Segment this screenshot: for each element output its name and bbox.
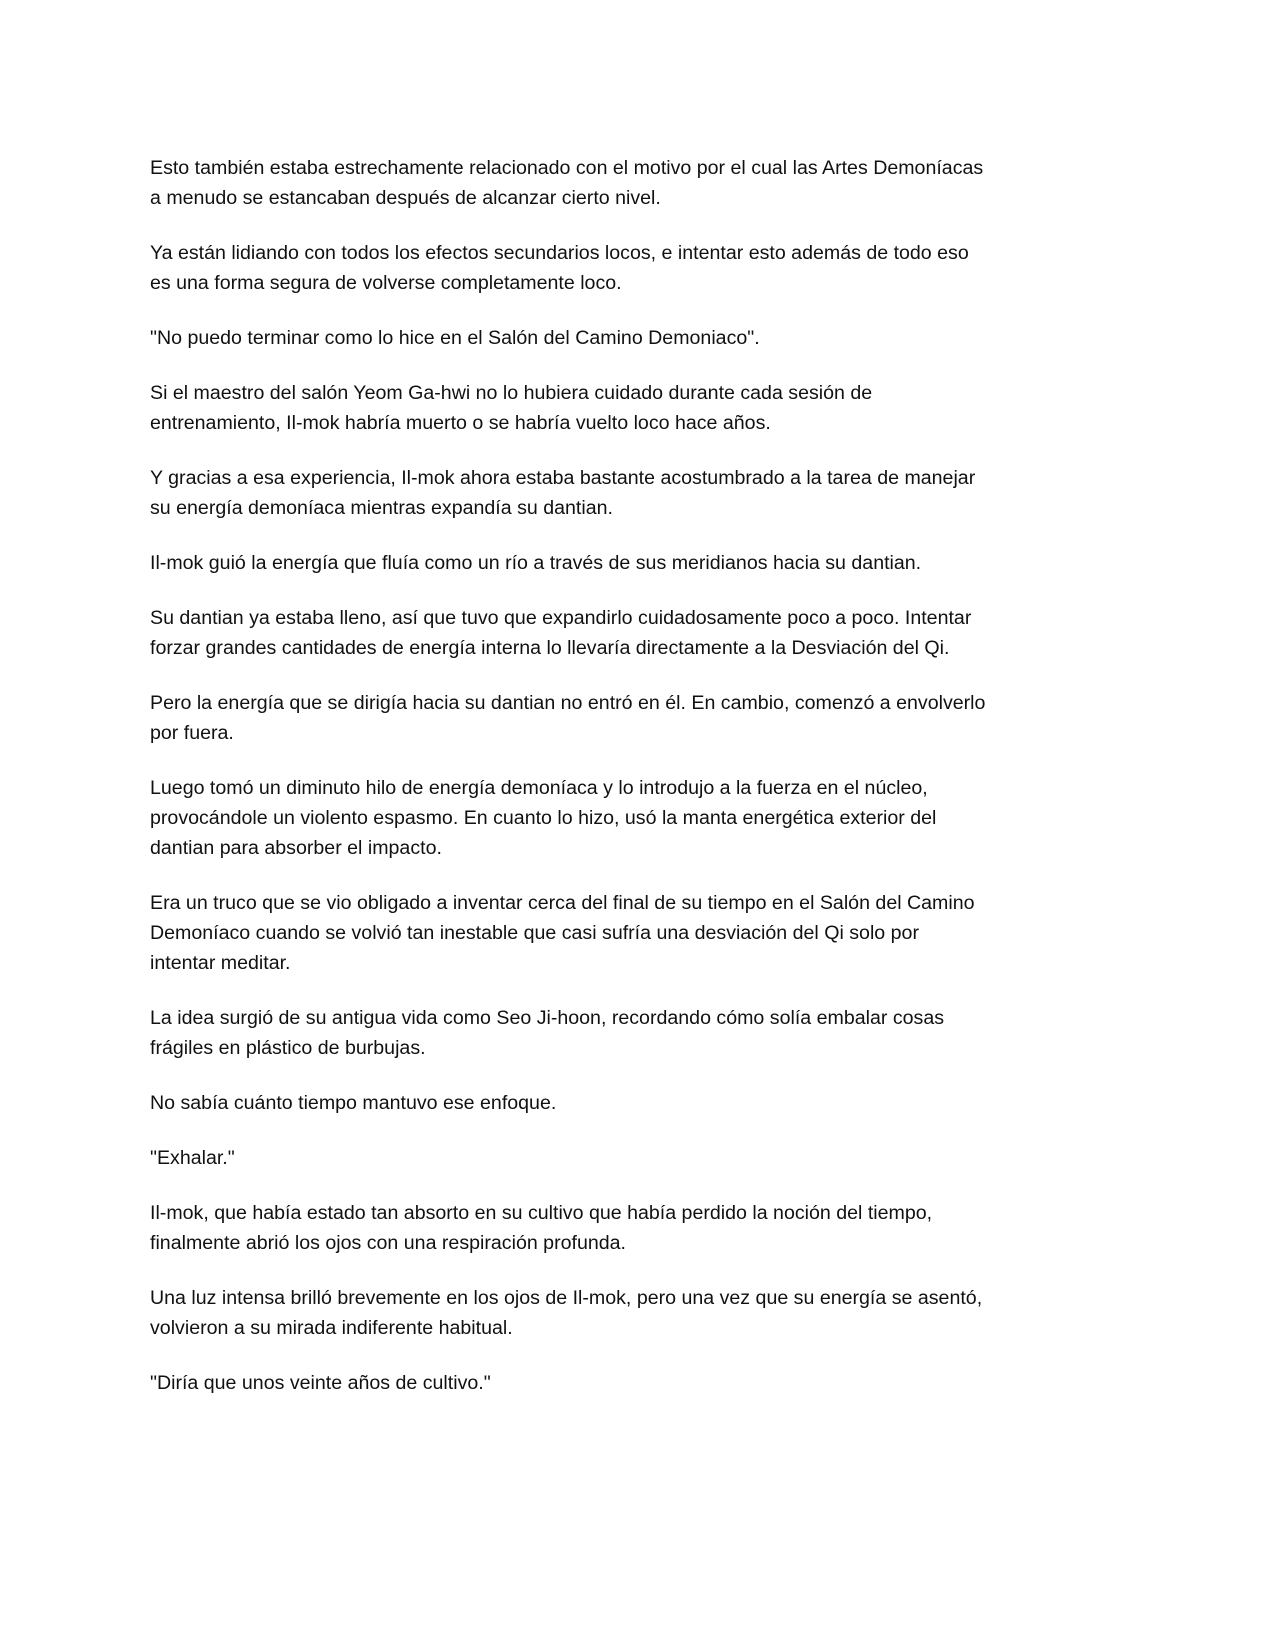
paragraph [150, 323, 1120, 353]
text-line: Ya están lidiando con todos los efectos secundarios locos, e intentar esto además de todo eso [150, 242, 969, 264]
paragraph [150, 153, 1120, 213]
paragraph [150, 378, 1120, 438]
text-line: Esto también estaba estrechamente relacionado con el motivo por el cual las Artes Demoníacas [150, 157, 984, 179]
text-line: por fuera. [150, 722, 234, 744]
text-line: volvieron a su mirada indiferente habitual. [150, 1317, 513, 1339]
text-line: provocándole un violento espasmo. En cuanto lo hizo, usó la manta energética exterior del [150, 807, 937, 829]
text-line: "Diría que unos veinte años de cultivo." [150, 1372, 491, 1394]
text-line: Il-mok guió la energía que fluía como un río a través de sus meridianos hacia su dantian. [150, 552, 922, 574]
document-page [150, 153, 1120, 1423]
text-line: es una forma segura de volverse completamente loco. [150, 272, 622, 294]
text-line: Si el maestro del salón Yeom Ga-hwi no lo hubiera cuidado durante cada sesión de [150, 382, 873, 404]
text-line: Demoníaco cuando se volvió tan inestable que casi sufría una desviación del Qi solo por [150, 922, 919, 944]
text-line: su energía demoníaca mientras expandía su dantian. [150, 497, 613, 519]
text-line: forzar grandes cantidades de energía interna lo llevaría directamente a la Desviación del Qi. [150, 637, 950, 659]
text-line: Il-mok, que había estado tan absorto en su cultivo que había perdido la noción del tiempo, [150, 1202, 933, 1224]
text-line: finalmente abrió los ojos con una respiración profunda. [150, 1232, 626, 1254]
paragraph [150, 603, 1120, 663]
text-line: La idea surgió de su antigua vida como Seo Ji-hoon, recordando cómo solía embalar cosas [150, 1007, 945, 1029]
text-line: Pero la energía que se dirigía hacia su dantian no entró en él. En cambio, comenzó a envolverlo [150, 692, 986, 714]
text-line: "Exhalar." [150, 1147, 235, 1169]
text-line: No sabía cuánto tiempo mantuvo ese enfoque. [150, 1092, 557, 1114]
paragraph [150, 1283, 1120, 1343]
text-line: dantian para absorber el impacto. [150, 837, 442, 859]
paragraph [150, 773, 1120, 863]
text-line: Y gracias a esa experiencia, Il-mok ahora estaba bastante acostumbrado a la tarea de manejar [150, 467, 976, 489]
paragraph [150, 548, 1120, 578]
text-line: "No puedo terminar como lo hice en el Salón del Camino Demoniaco". [150, 327, 760, 349]
paragraph [150, 463, 1120, 523]
text-line: entrenamiento, Il-mok habría muerto o se habría vuelto loco hace años. [150, 412, 771, 434]
paragraph [150, 888, 1120, 978]
paragraph [150, 238, 1120, 298]
text-line: Luego tomó un diminuto hilo de energía demoníaca y lo introdujo a la fuerza en el núcleo, [150, 777, 928, 799]
paragraph [150, 1368, 1120, 1398]
paragraph [150, 1003, 1120, 1063]
text-line: Era un truco que se vio obligado a inventar cerca del final de su tiempo en el Salón del Camino [150, 892, 975, 914]
text-line: a menudo se estancaban después de alcanzar cierto nivel. [150, 187, 661, 209]
text-line: Una luz intensa brilló brevemente en los ojos de Il-mok, pero una vez que su energía se asentó, [150, 1287, 983, 1309]
paragraph [150, 1088, 1120, 1118]
text-line: Su dantian ya estaba lleno, así que tuvo que expandirlo cuidadosamente poco a poco. Intentar [150, 607, 972, 629]
paragraph [150, 1198, 1120, 1258]
paragraph [150, 1143, 1120, 1173]
text-line: intentar meditar. [150, 952, 291, 974]
paragraph [150, 688, 1120, 748]
text-line: frágiles en plástico de burbujas. [150, 1037, 426, 1059]
